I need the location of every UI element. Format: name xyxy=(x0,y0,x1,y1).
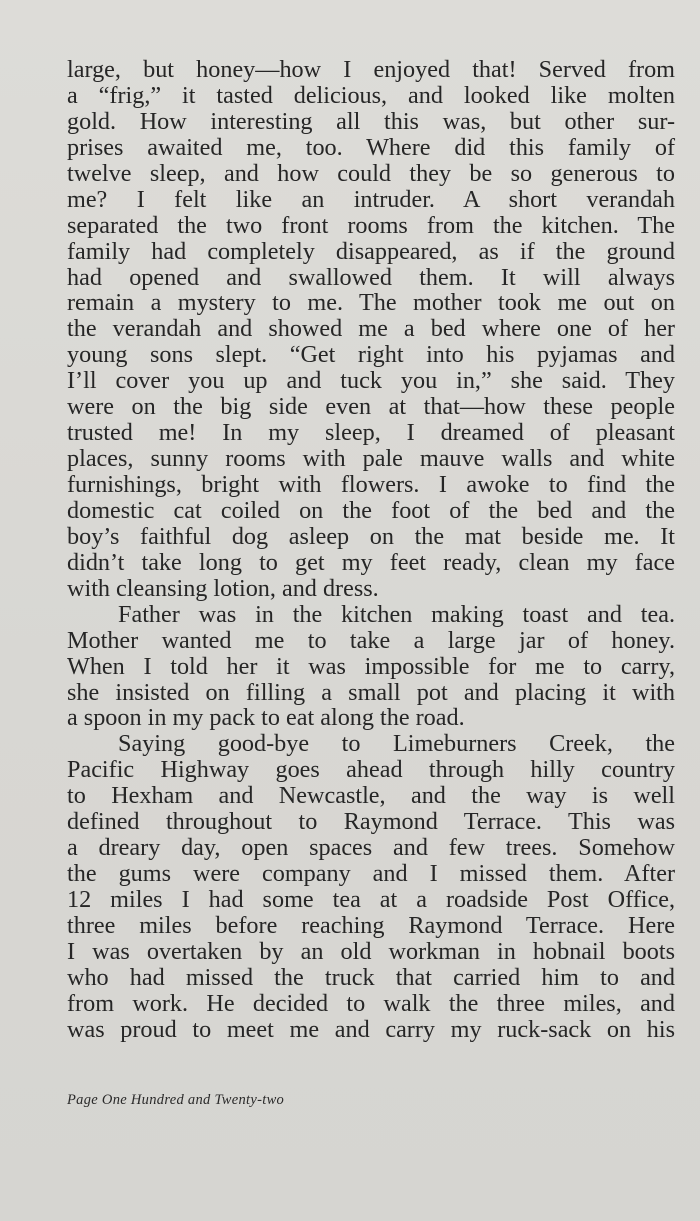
text-line: who had missed the truck that carried him to and xyxy=(67,963,675,991)
text-line: domestic cat coiled on the foot of the bed and the xyxy=(67,496,675,524)
body-text xyxy=(67,57,675,1043)
text-line: a spoon in my pack to eat along the road. xyxy=(67,704,465,732)
text-line: a “frig,” it tasted delicious, and looked like molten xyxy=(67,81,675,109)
text-line: young sons slept. “Get right into his pyjamas and xyxy=(67,341,675,369)
text-line: When I told her it was impossible for me to carry, xyxy=(67,652,675,680)
text-line: Saying good-bye to Limeburners Creek, the xyxy=(118,730,675,758)
text-line: were on the big side even at that—how these people xyxy=(67,393,675,421)
text-line: separated the two front rooms from the kitchen. The xyxy=(67,211,675,239)
text-line: prises awaited me, too. Where did this family of xyxy=(67,133,675,161)
text-line: the verandah and showed me a bed where one of her xyxy=(67,315,675,343)
text-line: twelve sleep, and how could they be so generous to xyxy=(67,159,675,187)
text-line: large, but honey—how I enjoyed that! Served from xyxy=(67,56,675,83)
text-line: with cleansing lotion, and dress. xyxy=(67,574,379,602)
text-line: the gums were company and I missed them. After xyxy=(67,860,675,888)
text-line: places, sunny rooms with pale mauve walls and white xyxy=(67,445,675,473)
text-line: a dreary day, open spaces and few trees. Somehow xyxy=(67,834,675,862)
page-number-footer: Page One Hundred and Twenty-two xyxy=(67,1092,285,1108)
text-line: three miles before reaching Raymond Terrace. Here xyxy=(67,911,675,939)
text-line: I’ll cover you up and tuck you in,” she said. They xyxy=(67,367,675,395)
text-line: trusted me! In my sleep, I dreamed of pleasant xyxy=(67,419,675,447)
text-line: had opened and swallowed them. It will always xyxy=(67,263,675,291)
text-line: I was overtaken by an old workman in hobnail boots xyxy=(67,937,675,965)
text-line: remain a mystery to me. The mother took me out on xyxy=(67,289,675,317)
text-line: gold. How interesting all this was, but other sur- xyxy=(67,107,675,135)
text-line: 12 miles I had some tea at a roadside Post Office, xyxy=(67,886,675,913)
text-line: from work. He decided to walk the three miles, and xyxy=(67,989,675,1017)
text-line: to Hexham and Newcastle, and the way is well xyxy=(67,782,675,810)
text-line: she insisted on filling a small pot and placing it with xyxy=(67,678,675,706)
paragraph xyxy=(67,602,675,732)
text-line: me? I felt like an intruder. A short verandah xyxy=(67,185,675,213)
text-line: furnishings, bright with flowers. I awoke to find the xyxy=(67,471,675,498)
text-line: was proud to meet me and carry my ruck-sack on his xyxy=(67,1015,675,1043)
text-line: defined throughout to Raymond Terrace. This was xyxy=(67,808,675,836)
text-line: family had completely disappeared, as if the ground xyxy=(67,237,675,265)
text-line: boy’s faithful dog asleep on the mat beside me. It xyxy=(67,522,675,550)
paragraph xyxy=(67,57,675,602)
text-line: Pacific Highway goes ahead through hilly country xyxy=(67,756,675,784)
paragraph xyxy=(67,731,675,1042)
text-line: didn’t take long to get my feet ready, clean my face xyxy=(67,548,675,576)
text-line: Mother wanted me to take a large jar of honey. xyxy=(67,626,675,654)
text-line: Father was in the kitchen making toast and tea. xyxy=(118,600,675,628)
